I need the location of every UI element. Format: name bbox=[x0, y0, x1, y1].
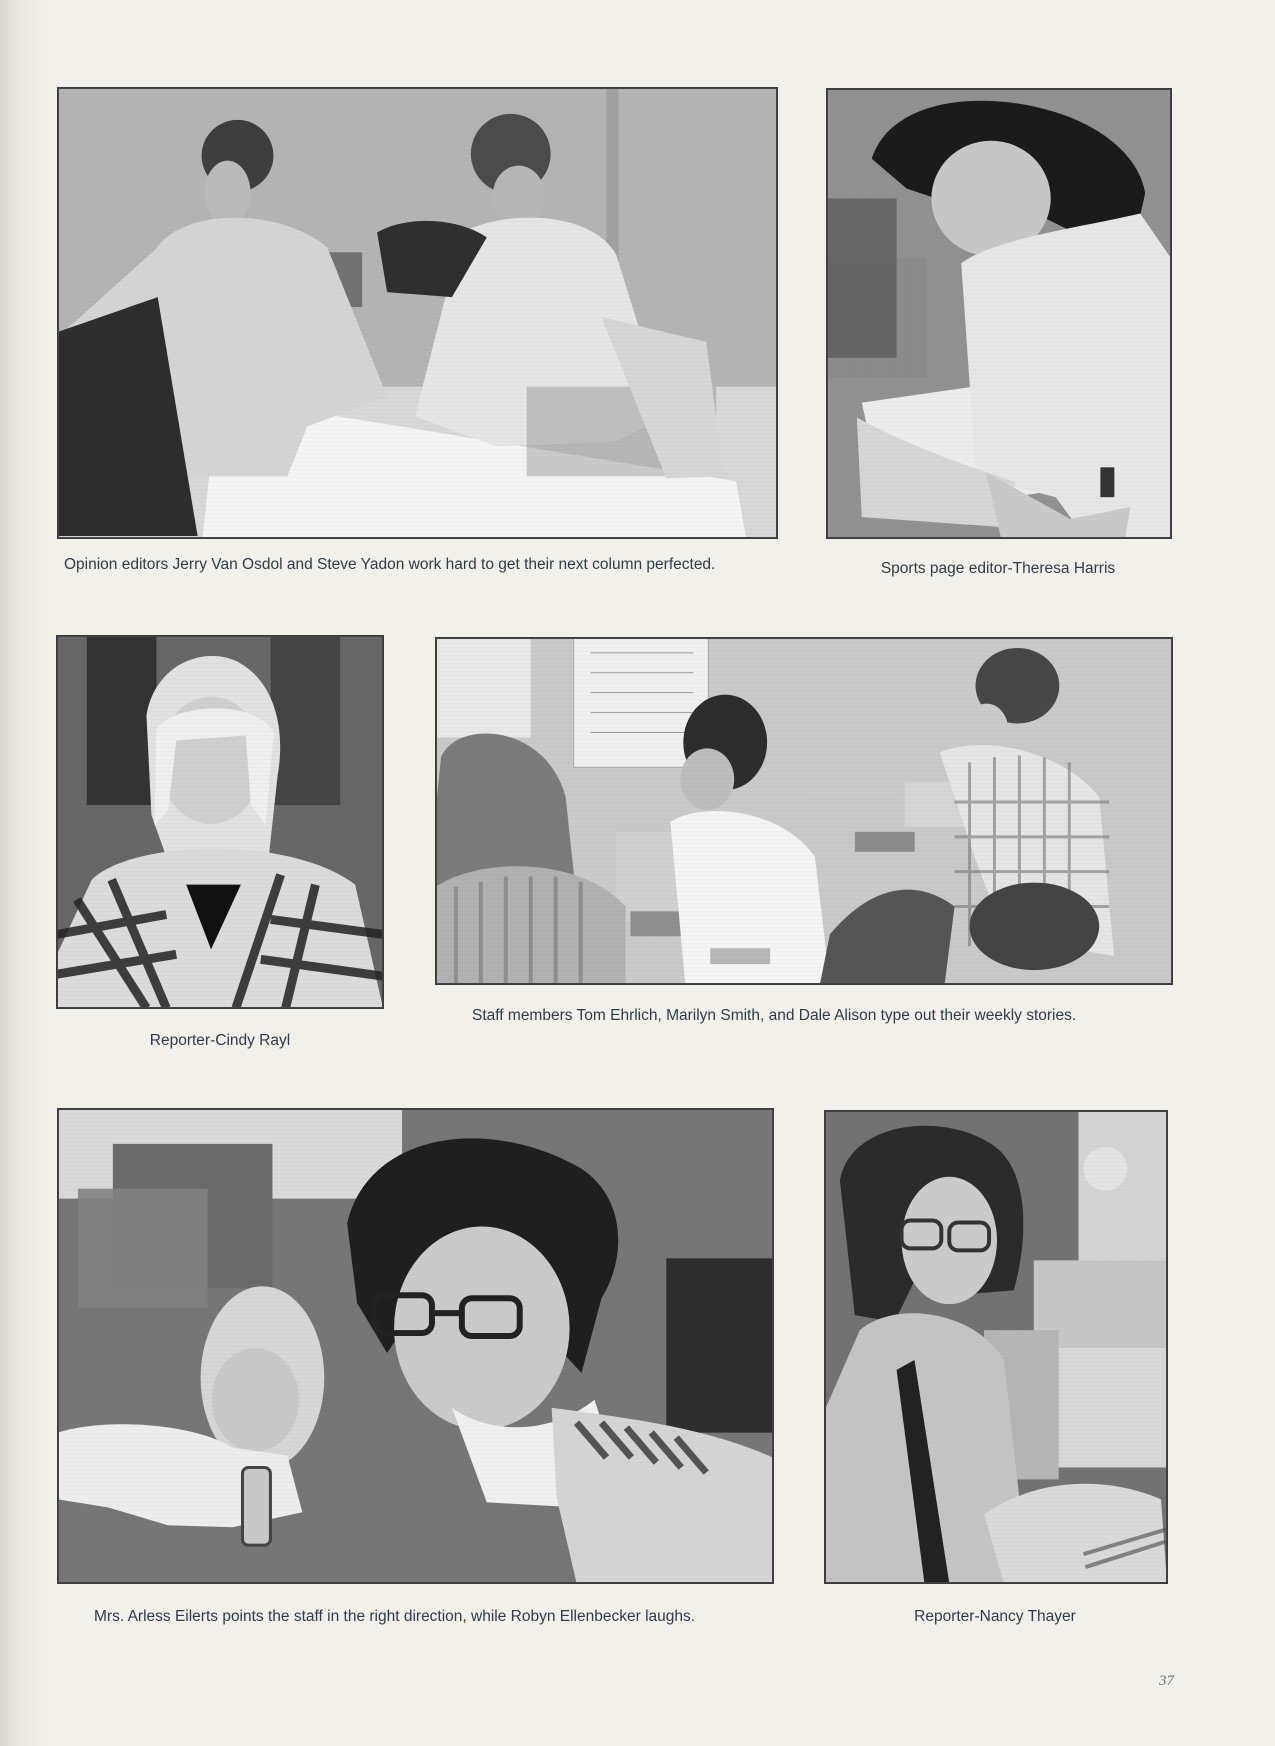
photo-theresa-harris-illustration bbox=[827, 89, 1171, 538]
caption-theresa-harris: Sports page editor-Theresa Harris bbox=[880, 560, 1116, 577]
photo-cindy-rayl-illustration bbox=[57, 636, 383, 1008]
photo-theresa-harris bbox=[826, 88, 1172, 539]
caption-arless-eilerts: Mrs. Arless Eilerts points the staff in the right direction, while Robyn Ellenbecker laughs. bbox=[94, 1608, 696, 1625]
photo-arless-eilerts-illustration bbox=[58, 1109, 773, 1583]
photo-cindy-rayl bbox=[56, 635, 384, 1009]
photo-arless-eilerts bbox=[57, 1108, 774, 1584]
photo-opinion-editors-illustration bbox=[58, 88, 777, 538]
caption-opinion-editors: Opinion editors Jerry Van Osdol and Steve Yadon work hard to get their next column perfected. bbox=[64, 556, 716, 573]
photo-nancy-thayer bbox=[824, 1110, 1168, 1584]
photo-staff-typing bbox=[435, 637, 1173, 985]
photo-opinion-editors bbox=[57, 87, 778, 539]
caption-cindy-rayl: Reporter-Cindy Rayl bbox=[149, 1032, 291, 1049]
page-number: 37 bbox=[1159, 1673, 1174, 1689]
caption-staff-typing: Staff members Tom Ehrlich, Marilyn Smith, and Dale Alison type out their weekly stories. bbox=[472, 1007, 1077, 1024]
photo-nancy-thayer-illustration bbox=[825, 1111, 1167, 1583]
caption-nancy-thayer: Reporter-Nancy Thayer bbox=[914, 1608, 1076, 1625]
photo-staff-typing-illustration bbox=[436, 638, 1172, 984]
